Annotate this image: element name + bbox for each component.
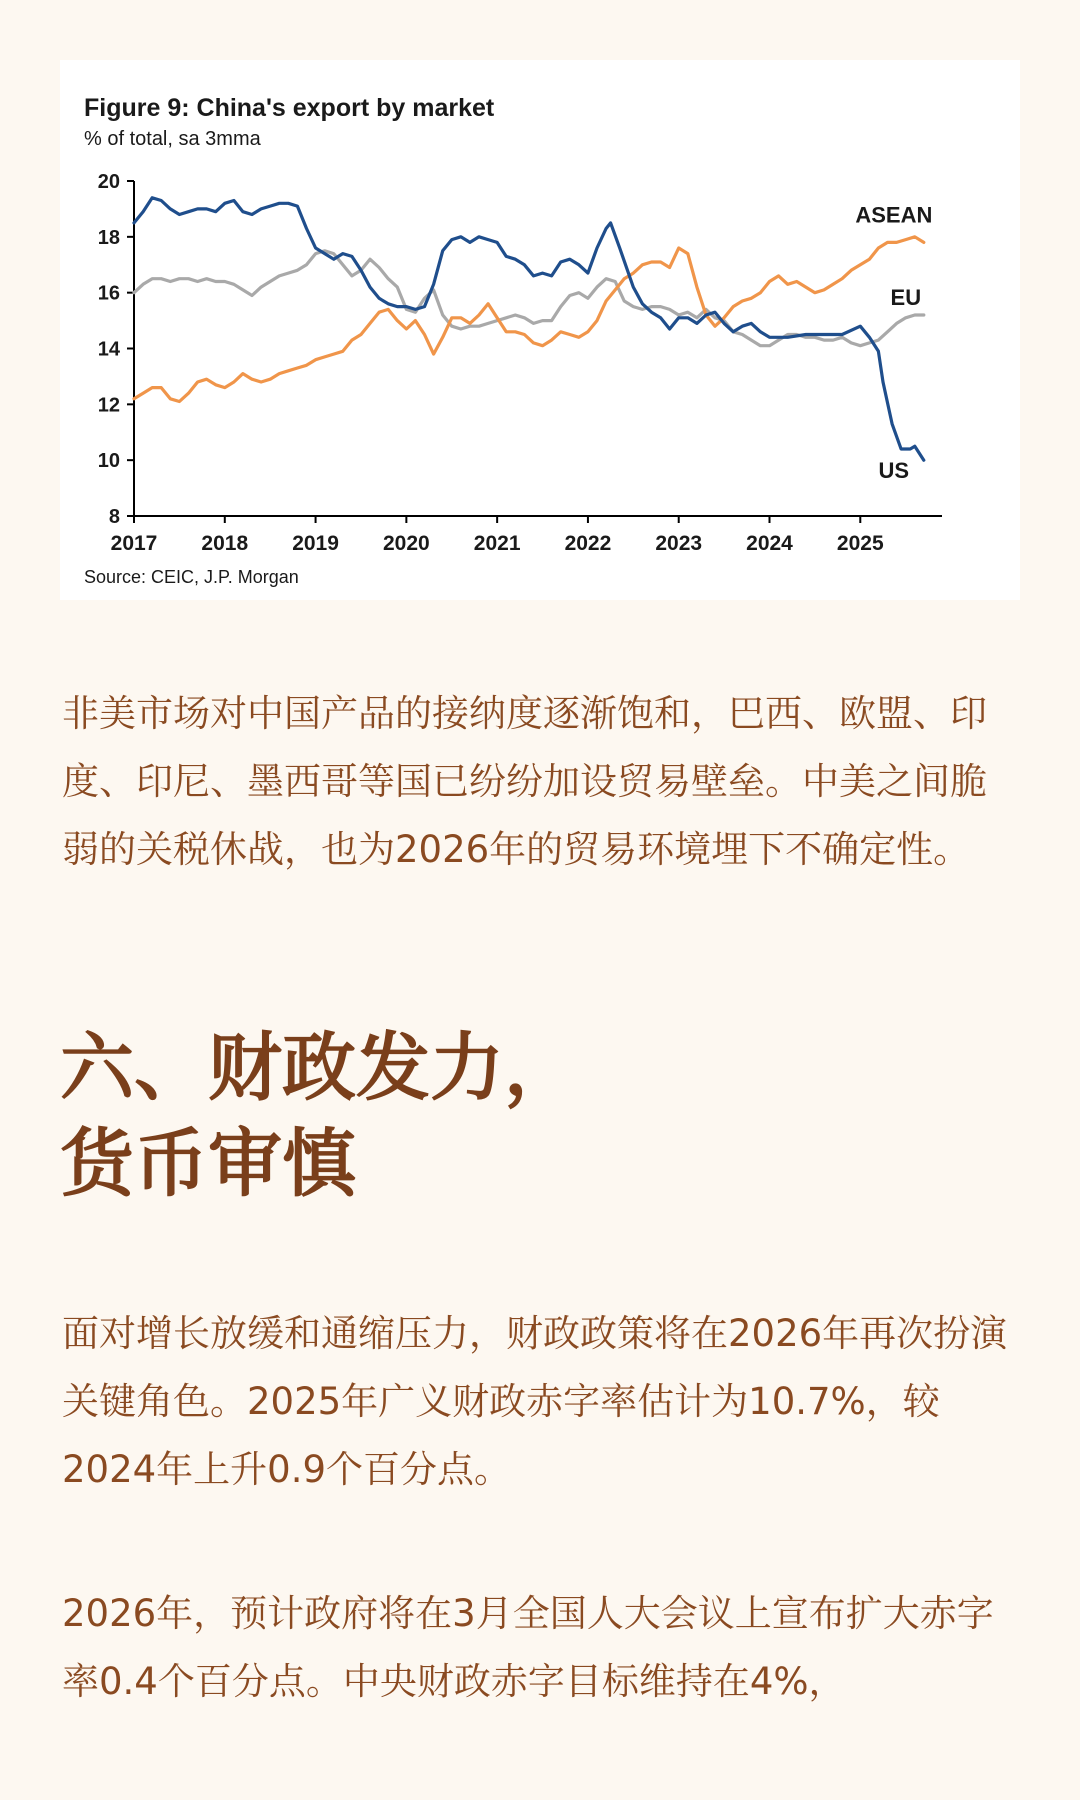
series-label-us: US — [878, 458, 910, 484]
y-tick-label: 14 — [97, 338, 120, 361]
x-tick-label: 2024 — [746, 532, 793, 555]
x-tick-label: 2022 — [564, 532, 612, 555]
article-paragraph-2: 面对增长放缓和通缩压力，财政政策将在2026年再次扮演关键角色。2025年广义财政赤字率估计为10.7%，较2024年上升0.9个百分点。 — [62, 1312, 1008, 1491]
y-tick-label: 12 — [97, 394, 120, 417]
chart-title: Figure 9: China's export by market — [84, 94, 495, 122]
x-tick-label: 2025 — [836, 532, 884, 555]
figure-card — [60, 60, 1020, 600]
series-label-eu: EU — [890, 285, 922, 310]
x-tick-label: 2019 — [292, 532, 339, 555]
x-tick-label: 2021 — [473, 532, 521, 555]
x-tick-label: 2023 — [655, 532, 703, 555]
y-tick-label: 20 — [97, 171, 120, 193]
series-label-asean: ASEAN — [855, 202, 933, 228]
section-heading-line-2: 货币审慎 — [60, 1121, 356, 1207]
line-chart — [60, 60, 1020, 600]
y-tick-label: 18 — [97, 226, 120, 249]
series-line-eu — [134, 251, 924, 346]
chart-subtitle: % of total, sa 3mma — [84, 128, 261, 150]
x-tick-label: 2020 — [383, 532, 430, 555]
series-line-us — [134, 198, 924, 460]
x-tick-label: 2017 — [110, 532, 158, 555]
y-tick-label: 10 — [97, 450, 120, 473]
section-heading — [60, 1020, 1020, 1212]
article-paragraph-1: 非美市场对中国产品的接纳度逐渐饱和，巴西、欧盟、印度、印尼、墨西哥等国已纷纷加设贸易壁垒。中美之间脆弱的关税休战，也为2026年的贸易环境埋下不确定性。 — [62, 692, 987, 871]
y-tick-label: 16 — [97, 282, 120, 305]
x-tick-label: 2018 — [201, 532, 249, 555]
article-paragraph-3: 2026年，预计政府将在3月全国人大会议上宣布扩大赤字率0.4个百分点。中央财政赤字目标维持在4%， — [62, 1592, 994, 1703]
y-tick-label: 8 — [108, 506, 120, 528]
section-heading-line-1: 六、财政发力， — [60, 1025, 578, 1111]
chart-source: Source: CEIC, J.P. Morgan — [84, 567, 299, 587]
